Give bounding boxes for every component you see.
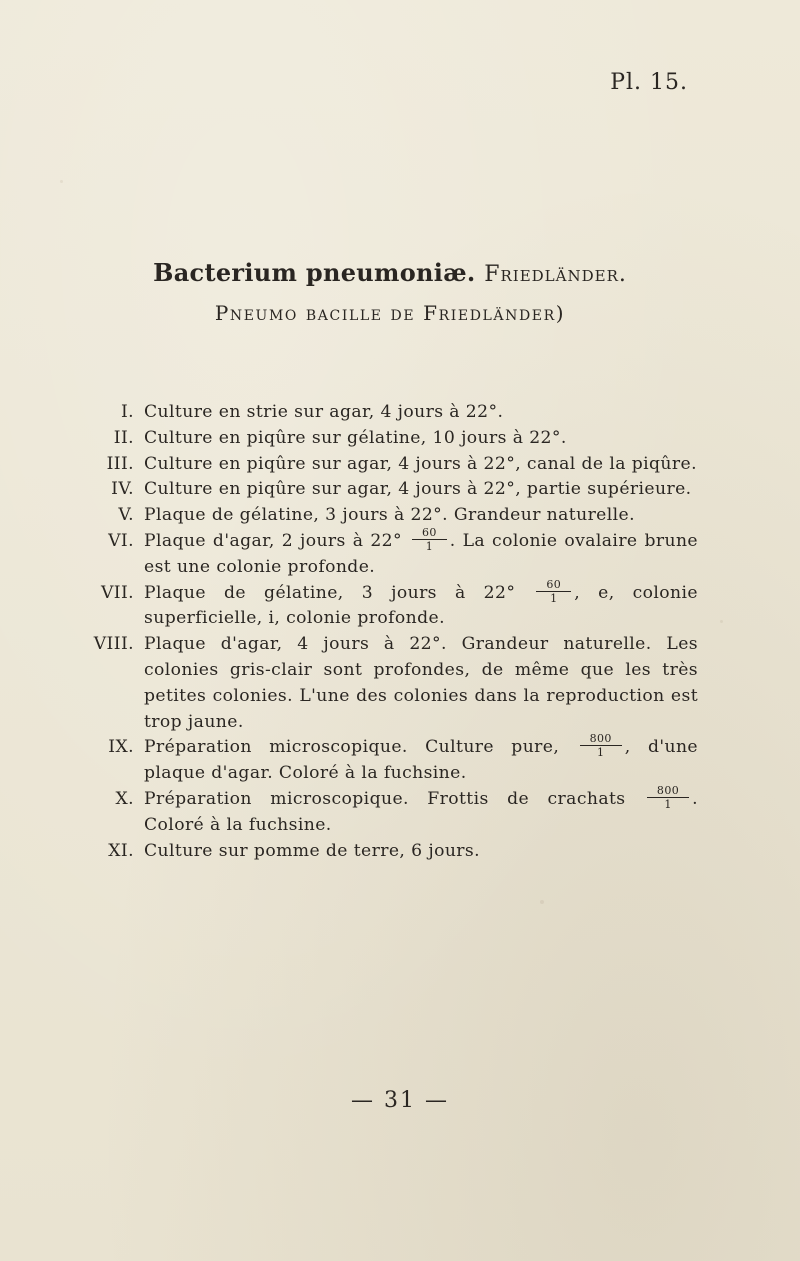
legend-item <box>86 400 698 426</box>
legend-item-text <box>144 525 698 581</box>
magnification-fraction <box>647 785 689 810</box>
legend-item-number: VII. <box>100 582 134 603</box>
legend-item-number: X. <box>115 788 134 809</box>
page-number: — 31 — <box>351 1088 449 1113</box>
legend-item <box>86 452 698 478</box>
species-name: Bacterium pneumoniæ. <box>153 258 476 287</box>
legend-item-text: Plaque d'agar, 4 jours à 22°. Grandeur naturelle. Les colonies gris-clair sont profondes, de même que les très petites colonies. L'une des colonies dans la reproduction est trop jaune. <box>144 634 698 732</box>
legend-text-before: Préparation microscopique. Frottis de crachats <box>144 788 626 809</box>
fraction-denominator: 1 <box>664 797 672 811</box>
legend-item-number: XI. <box>108 840 134 861</box>
legend-item-number: VI. <box>108 530 134 551</box>
magnification-fraction <box>536 579 571 604</box>
fraction-numerator: 60 <box>412 527 447 540</box>
legend-text-before: Plaque de gélatine, 3 jours à 22° <box>144 582 516 603</box>
plate-number: Pl. 15. <box>610 70 688 95</box>
fraction-numerator: 800 <box>647 785 689 798</box>
legend-item <box>86 732 698 787</box>
legend-item-number: V. <box>118 505 134 526</box>
fraction-numerator: 800 <box>580 733 622 746</box>
legend-item-number: III. <box>106 453 134 474</box>
legend-item-number: IX. <box>108 737 134 758</box>
legend-text-after: , e, colonie superficielle, i, colonie profonde. <box>144 582 698 629</box>
legend-item-text: Culture en strie sur agar, 4 jours à 22°. <box>144 402 504 422</box>
legend-item <box>86 839 698 865</box>
title-block <box>0 258 800 325</box>
legend-text-after: . La colonie ovalaire brune est une colonie profonde. <box>144 530 698 577</box>
legend-text-before: Préparation microscopique. Culture pure, <box>144 737 560 758</box>
species-author: Friedländer. <box>484 262 627 287</box>
magnification-fraction <box>580 733 622 758</box>
paper-speck <box>540 900 544 904</box>
legend-item <box>86 503 698 529</box>
fraction-denominator: 1 <box>596 746 605 760</box>
fraction-denominator: 1 <box>550 591 558 605</box>
legend-text-before: Plaque d'agar, 2 jours à 22° <box>144 530 403 551</box>
legend-item-text: Culture en piqûre sur agar, 4 jours à 22°, partie supérieure. <box>144 479 692 500</box>
legend-item <box>86 477 698 503</box>
legend-item-number: IV. <box>111 479 134 500</box>
legend-item-text <box>144 783 698 839</box>
legend-item-number: II. <box>113 427 134 448</box>
legend-item-text: Plaque de gélatine, 3 jours à 22°. Grandeur naturelle. <box>144 505 635 526</box>
legend-item-text <box>144 732 698 787</box>
paper-speck <box>720 620 723 623</box>
fraction-numerator: 60 <box>536 579 571 592</box>
legend-item-number: I. <box>120 402 134 422</box>
legend-item <box>86 783 698 839</box>
legend-item <box>86 426 698 452</box>
legend-item-number: VIII. <box>93 634 134 655</box>
legend-item-text: Culture en piqûre sur agar, 4 jours à 22°, canal de la piqûre. <box>144 453 697 474</box>
species-subtitle: Pneumo bacille de Friedländer) <box>214 301 566 325</box>
magnification-fraction <box>412 527 447 552</box>
legend-item <box>86 632 698 735</box>
species-title <box>0 258 800 287</box>
legend-item-text: Culture en piqûre sur gélatine, 10 jours à 22°. <box>144 427 567 448</box>
paper-speck <box>60 180 63 183</box>
legend-item-text <box>144 577 698 633</box>
fraction-denominator: 1 <box>425 539 434 553</box>
legend-item <box>86 525 698 581</box>
legend-text-after: . Coloré à la fuchsine. <box>144 788 698 835</box>
legend-item-text: Culture sur pomme de terre, 6 jours. <box>144 840 480 861</box>
legend-text-after: , d'une plaque d'agar. Coloré à la fuchsine. <box>144 737 698 784</box>
plate-legend-list <box>86 400 698 864</box>
legend-item <box>86 577 698 633</box>
